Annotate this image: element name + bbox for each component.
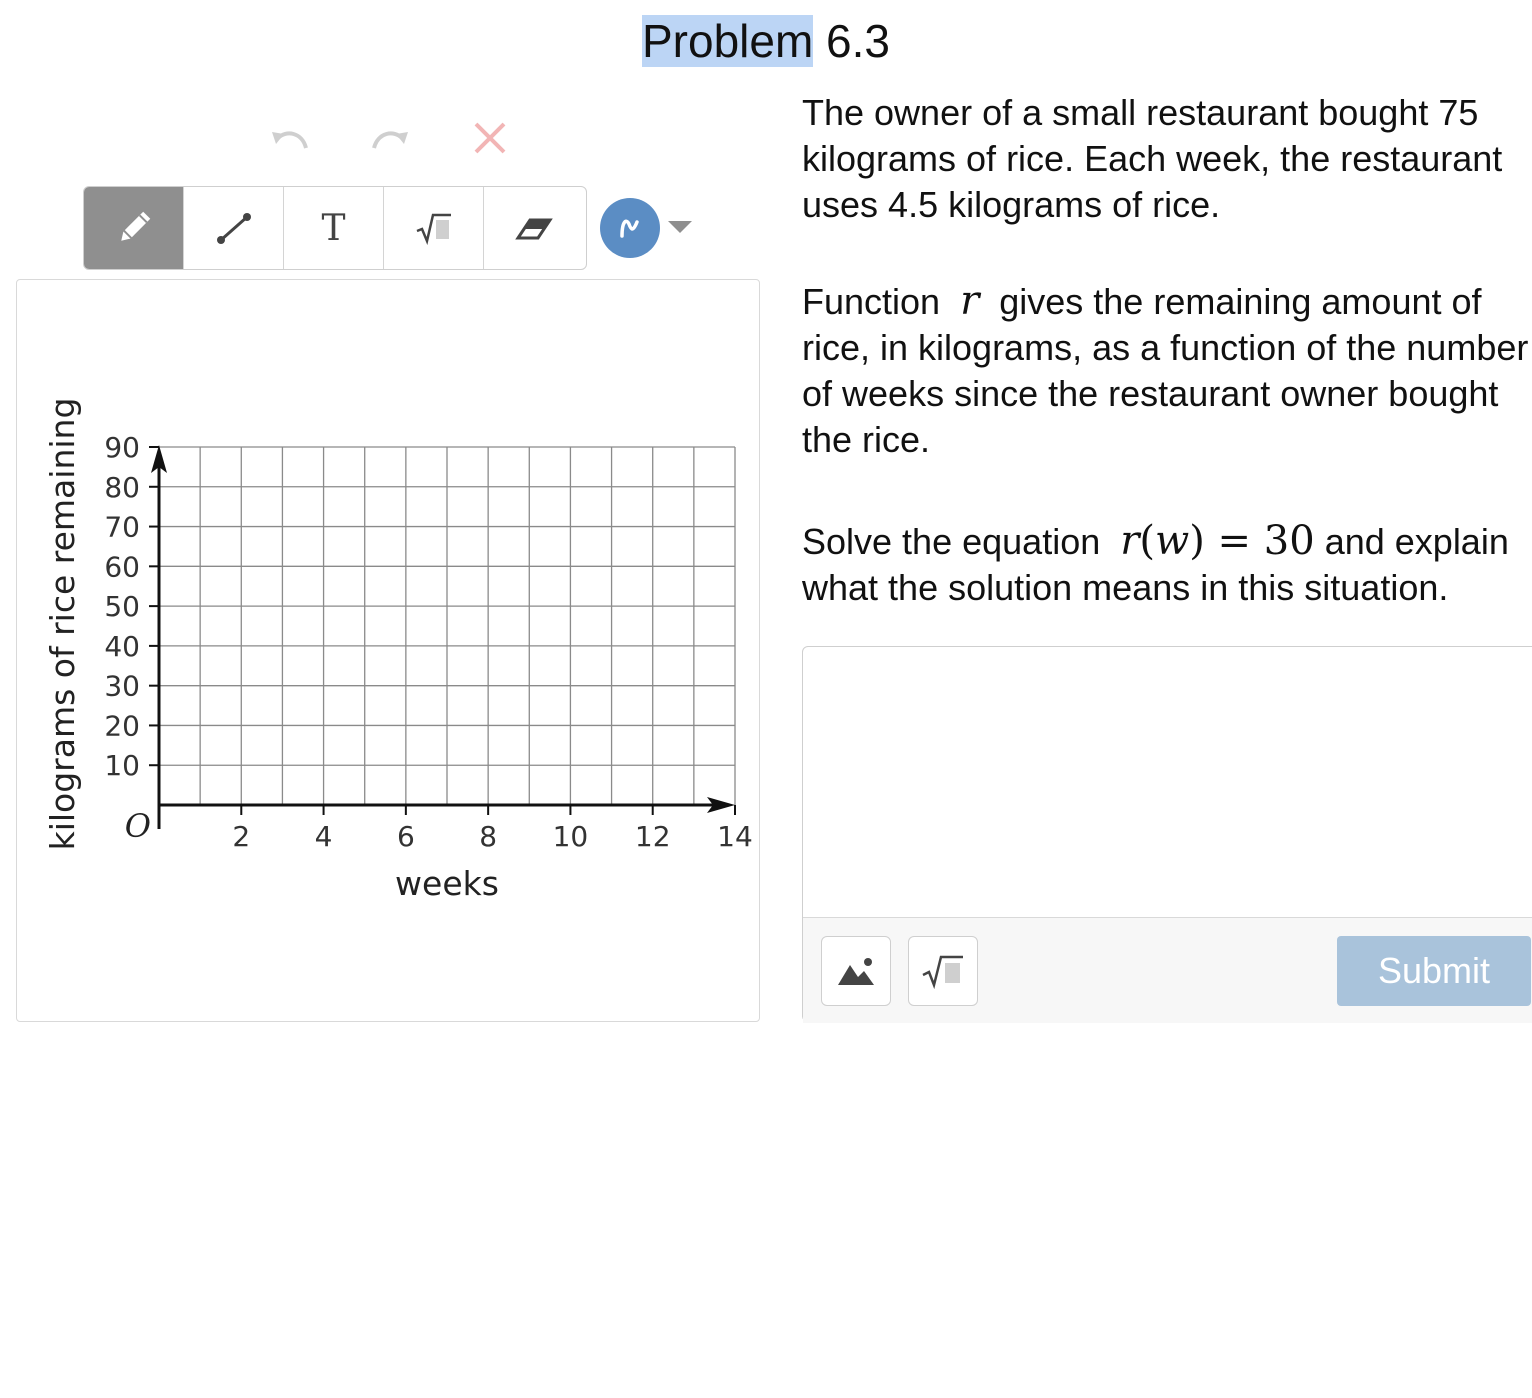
x-tick-label: 8 — [479, 820, 498, 853]
x-tick-label: 14 — [717, 820, 753, 853]
y-tick-label: 20 — [104, 709, 140, 743]
y-tick-label: 40 — [104, 629, 140, 663]
line-tool[interactable] — [184, 187, 284, 269]
function-variable: r — [960, 278, 980, 324]
y-tick-label: 60 — [104, 550, 140, 584]
undo-button[interactable] — [268, 118, 312, 162]
clear-button[interactable] — [468, 118, 512, 162]
x-axis-label: weeks — [395, 864, 499, 903]
square-root-icon — [414, 211, 454, 245]
prompt-text: gives the remaining amount of rice, in kilograms, as a function of the number of weeks since the restaurant owner bought the rice. — [802, 281, 1529, 460]
title-highlight: Problem — [641, 15, 814, 67]
eraser-tool[interactable] — [484, 187, 584, 269]
y-tick-label: 90 — [104, 431, 140, 464]
image-icon — [836, 955, 876, 987]
x-tick-label: 4 — [314, 820, 333, 853]
insert-image-button[interactable] — [821, 936, 891, 1006]
y-tick-label: 70 — [104, 510, 140, 544]
insert-math-button[interactable] — [908, 936, 978, 1006]
origin-label: O — [124, 807, 151, 845]
x-tick-label: 12 — [634, 820, 671, 853]
equation-argument: w — [1154, 518, 1190, 564]
answer-box — [802, 646, 1532, 1022]
equation-function: r — [1120, 518, 1140, 564]
answer-input[interactable] — [803, 647, 1532, 917]
x-tick-label: 6 — [396, 820, 415, 853]
x-tick-label: 10 — [552, 820, 589, 853]
pen-color-picker[interactable] — [600, 198, 696, 258]
undo-icon — [268, 118, 312, 162]
answer-toolbar — [803, 917, 1532, 1023]
page-title — [0, 14, 1532, 68]
x-tick-label: 2 — [232, 820, 251, 853]
square-root-icon — [920, 953, 966, 989]
pen-color-icon — [600, 198, 696, 258]
pencil-icon — [114, 208, 154, 248]
equation-paren: ( — [1139, 518, 1155, 564]
prompt-paragraph-1: The owner of a small restaurant bought 75 kilograms of rice. Each week, the restaurant uses 4.5 kilograms of rice. — [802, 92, 1503, 225]
line-segment-icon — [214, 208, 254, 248]
y-tick-label: 50 — [104, 590, 140, 624]
prompt-paragraph-3 — [802, 518, 1532, 611]
text-icon: T — [321, 207, 346, 249]
prompt-text: Function — [802, 281, 941, 322]
text-tool[interactable] — [284, 187, 384, 269]
redo-icon — [368, 118, 412, 162]
title-number: 6.3 — [813, 15, 891, 67]
prompt-text: Solve the equation — [802, 521, 1101, 562]
close-icon — [468, 118, 512, 162]
drawing-toolbar — [83, 186, 587, 270]
drawing-canvas[interactable] — [16, 279, 760, 1022]
math-tool[interactable] — [384, 187, 484, 269]
submit-button[interactable]: Submit — [1337, 936, 1531, 1006]
prompt-text: and explain what the solution means in this situation. — [802, 521, 1509, 608]
pencil-tool[interactable] — [84, 187, 184, 269]
prompt-paragraph-2 — [802, 278, 1532, 463]
y-tick-label: 10 — [104, 749, 140, 783]
redo-button[interactable] — [368, 118, 412, 162]
eraser-icon — [514, 208, 554, 248]
equation-value: ) = 30 — [1189, 518, 1315, 564]
graph-chart — [17, 280, 761, 1023]
y-axis-label: kilograms of rice remaining — [43, 397, 82, 851]
y-tick-label: 80 — [104, 470, 140, 504]
y-tick-label: 30 — [104, 669, 140, 703]
